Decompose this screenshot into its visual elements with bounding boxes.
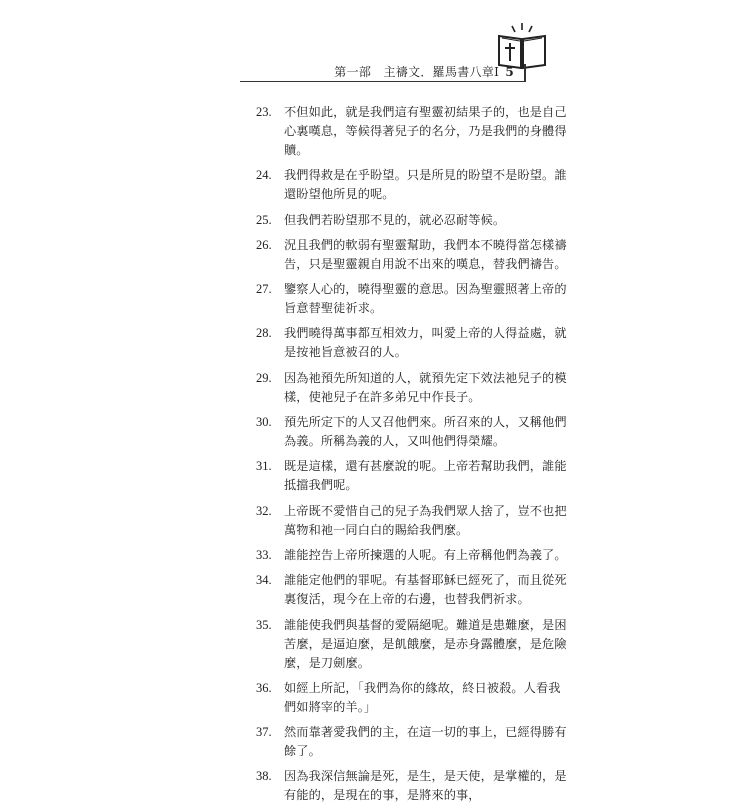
verse-text: 如經上所記，「我們為你的緣故，終日被殺。人看我們如將宰的羊。」 <box>284 680 561 714</box>
verse-list <box>250 103 570 812</box>
verse-number: 28. <box>256 326 272 341</box>
verse-number: 27. <box>256 282 272 297</box>
verse-item <box>250 369 570 407</box>
verse-number: 25. <box>256 212 272 227</box>
running-header <box>334 64 514 80</box>
verse-text: 因為祂預先所知道的人，就預先定下效法祂兒子的模樣，使祂兒子在許多弟兄中作長子。 <box>284 370 567 404</box>
verse-number: 29. <box>256 370 272 385</box>
verse-number: 31. <box>256 459 272 474</box>
verse-text: 上帝既不愛惜自己的兒子為我們眾人捨了，豈不也把萬物和祂一同白白的賜給我們麼。 <box>284 503 567 537</box>
header-rule <box>240 81 524 82</box>
verse-item <box>250 236 570 274</box>
header-bar <box>524 64 526 82</box>
verse-item <box>250 767 570 805</box>
verse-text: 不但如此，就是我們這有聖靈初結果子的，也是自己心裏嘆息，等候得著兒子的名分，乃是我們的身體得贖。 <box>284 105 567 157</box>
verse-text: 鑒察人心的，曉得聖靈的意思。因為聖靈照著上帝的旨意替聖徒祈求。 <box>284 282 567 316</box>
verse-item <box>250 502 570 540</box>
verse-number: 32. <box>256 503 272 518</box>
header-separator: I <box>494 65 500 79</box>
verse-number: 34. <box>256 573 272 588</box>
verse-number: 24. <box>256 168 272 183</box>
verse-item <box>250 324 570 362</box>
running-title: 第一部 主禱文．羅馬書八章 <box>334 65 495 79</box>
verse-text: 預先所定下的人又召他們來。所召來的人，又稱他們為義。所稱為義的人，又叫他們得榮耀。 <box>284 415 567 449</box>
verse-item <box>250 723 570 761</box>
verse-text: 但我們若盼望那不見的，就必忍耐等候。 <box>284 212 506 227</box>
verse-item <box>250 679 570 717</box>
verse-number: 35. <box>256 617 272 632</box>
verse-text: 誰能定他們的罪呢。有基督耶穌已經死了，而且從死裏復活，現今在上帝的右邊，也替我們祈求。 <box>284 573 567 607</box>
verse-item <box>250 571 570 609</box>
verse-text: 況且我們的軟弱有聖靈幫助，我們本不曉得當怎樣禱告，只是聖靈親自用說不出來的嘆息，替我們禱告。 <box>284 237 567 271</box>
verse-number: 26. <box>256 237 272 252</box>
verse-item <box>250 413 570 451</box>
verse-text: 然而靠著愛我們的主，在這一切的事上，已經得勝有餘了。 <box>284 725 567 759</box>
verse-item <box>250 103 570 160</box>
verse-item <box>250 280 570 318</box>
verse-text: 誰能控告上帝所揀選的人呢。有上帝稱他們為義了。 <box>284 547 567 562</box>
verse-number: 30. <box>256 415 272 430</box>
verse-item <box>250 166 570 204</box>
verse-item <box>250 457 570 495</box>
verse-number: 36. <box>256 680 272 695</box>
verse-number: 33. <box>256 547 272 562</box>
verse-text: 我們曉得萬事都互相效力，叫愛上帝的人得益處，就是按祂旨意被召的人。 <box>284 326 567 360</box>
verse-item <box>250 546 570 565</box>
verse-text: 誰能使我們與基督的愛隔絕呢。難道是患難麼，是困苦麼，是逼迫麼，是飢餓麼，是赤身露體麼，是危險麼，是刀劍麼。 <box>284 617 567 670</box>
verse-text: 因為我深信無論是死，是生，是天使，是掌權的，是有能的，是現在的事，是將來的事， <box>284 769 567 803</box>
verse-item <box>250 211 570 230</box>
verse-item <box>250 616 570 673</box>
verse-text: 我們得救是在乎盼望。只是所見的盼望不是盼望。誰還盼望他所見的呢。 <box>284 168 567 202</box>
verse-number: 37. <box>256 725 272 740</box>
verse-text: 既是這樣，還有甚麼說的呢。上帝若幫助我們，誰能抵擋我們呢。 <box>284 459 567 493</box>
page-number: 5 <box>505 65 514 79</box>
verse-number: 38. <box>256 769 272 784</box>
verse-number: 23. <box>256 105 272 119</box>
